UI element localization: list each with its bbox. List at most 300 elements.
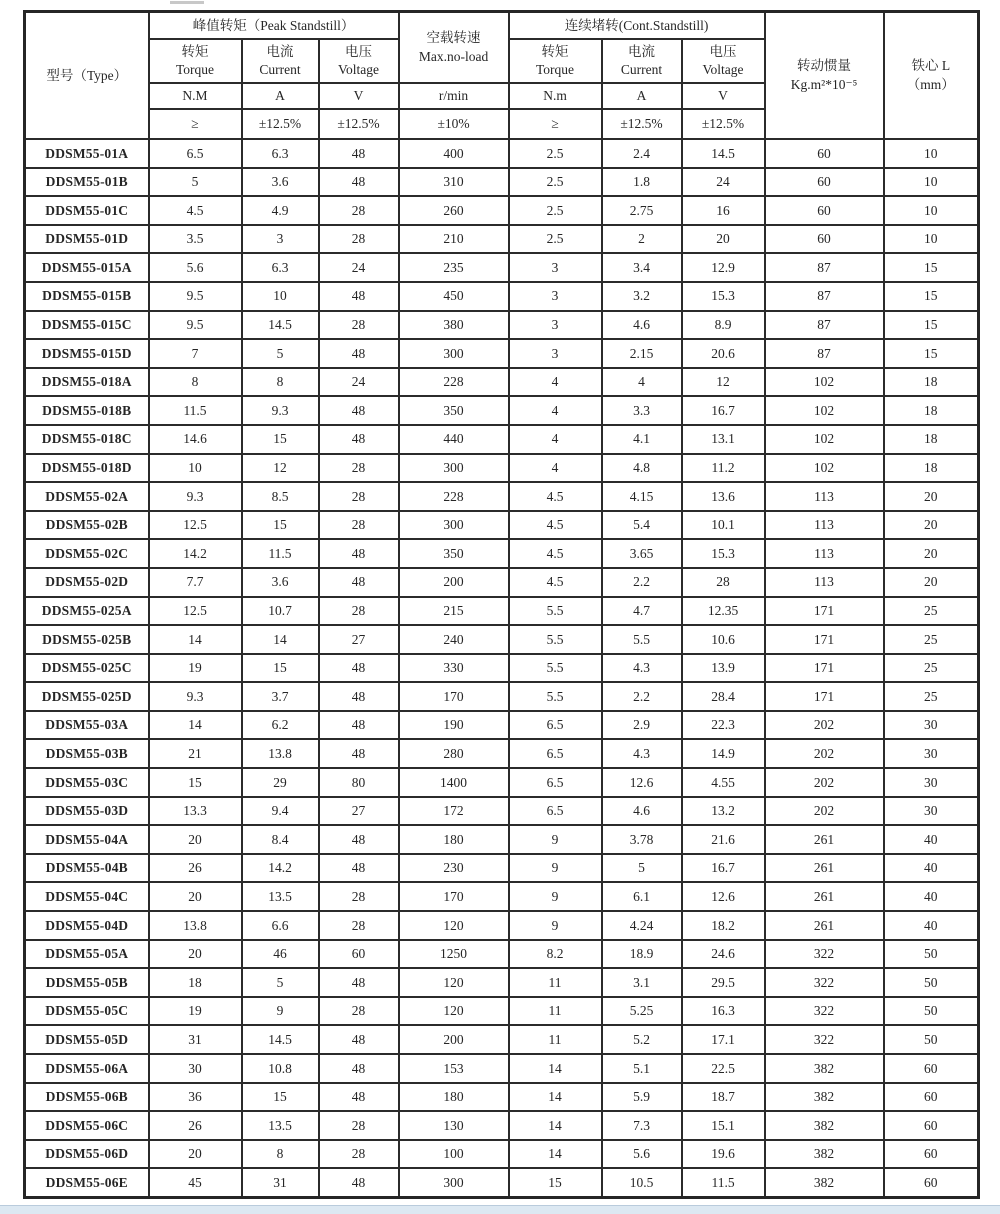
header-cont-standstill-group: 连续堵转(Cont.Standstill) (509, 12, 765, 40)
cell-model: DDSM55-015C (25, 311, 149, 340)
cell-inertia: 87 (765, 253, 884, 282)
cell-peak-voltage: 27 (319, 625, 399, 654)
cell-cont-voltage: 15.1 (682, 1111, 765, 1140)
cell-peak-torque: 9.5 (149, 282, 242, 311)
unit-cont-torque: N.m (509, 83, 602, 109)
cell-inertia: 113 (765, 539, 884, 568)
cell-core-length: 50 (884, 997, 979, 1026)
cell-cont-torque: 4 (509, 454, 602, 483)
cell-max-no-load-speed: 200 (399, 1025, 509, 1054)
cell-cont-voltage: 16 (682, 196, 765, 225)
cell-inertia: 113 (765, 568, 884, 597)
cell-peak-current: 15 (242, 1083, 319, 1112)
cell-max-no-load-speed: 380 (399, 311, 509, 340)
header-core-length-cn: 铁心 L (911, 58, 951, 74)
cell-cont-torque: 3 (509, 253, 602, 282)
cell-max-no-load-speed: 120 (399, 911, 509, 940)
cell-peak-torque: 20 (149, 1140, 242, 1169)
cell-peak-current: 6.2 (242, 711, 319, 740)
cell-peak-current: 9.3 (242, 396, 319, 425)
cell-peak-current: 13.5 (242, 882, 319, 911)
cell-core-length: 30 (884, 797, 979, 826)
cell-peak-torque: 14 (149, 711, 242, 740)
cell-cont-current: 3.78 (602, 825, 682, 854)
cell-cont-torque: 6.5 (509, 739, 602, 768)
cell-peak-voltage: 48 (319, 139, 399, 168)
cell-inertia: 261 (765, 854, 884, 883)
table-row (25, 768, 979, 797)
cell-model: DDSM55-04B (25, 854, 149, 883)
cell-peak-voltage: 48 (319, 396, 399, 425)
header-peak-voltage-cn: 电压 (345, 43, 373, 59)
cell-cont-current: 5.9 (602, 1083, 682, 1112)
cell-model: DDSM55-05C (25, 997, 149, 1026)
cell-peak-current: 8.4 (242, 825, 319, 854)
cell-peak-current: 3.6 (242, 568, 319, 597)
cell-peak-torque: 12.5 (149, 511, 242, 540)
cell-cont-torque: 14 (509, 1140, 602, 1169)
header-max-no-load-cn: 空载转速 (426, 30, 481, 46)
cell-cont-torque: 4 (509, 368, 602, 397)
cell-cont-voltage: 28 (682, 568, 765, 597)
header-peak-torque (149, 39, 242, 83)
cell-peak-voltage: 28 (319, 597, 399, 626)
cell-core-length: 30 (884, 768, 979, 797)
cell-peak-torque: 18 (149, 968, 242, 997)
cell-core-length: 40 (884, 911, 979, 940)
cell-peak-torque: 6.5 (149, 139, 242, 168)
cell-peak-current: 8 (242, 368, 319, 397)
cell-inertia: 102 (765, 368, 884, 397)
cell-peak-torque: 14.6 (149, 425, 242, 454)
cell-cont-current: 3.3 (602, 396, 682, 425)
cell-model: DDSM55-01A (25, 139, 149, 168)
cell-peak-torque: 19 (149, 997, 242, 1026)
cell-inertia: 87 (765, 339, 884, 368)
cell-core-length: 20 (884, 568, 979, 597)
cell-peak-torque: 31 (149, 1025, 242, 1054)
table-row (25, 511, 979, 540)
cell-peak-current: 15 (242, 425, 319, 454)
cell-cont-torque: 2.5 (509, 196, 602, 225)
cell-peak-voltage: 48 (319, 425, 399, 454)
cell-cont-voltage: 16.3 (682, 997, 765, 1026)
cell-core-length: 40 (884, 825, 979, 854)
table-row (25, 339, 979, 368)
cell-cont-voltage: 16.7 (682, 854, 765, 883)
cell-peak-torque: 36 (149, 1083, 242, 1112)
header-cont-voltage (682, 39, 765, 83)
cell-max-no-load-speed: 350 (399, 396, 509, 425)
cell-max-no-load-speed: 1400 (399, 768, 509, 797)
cell-max-no-load-speed: 120 (399, 968, 509, 997)
cell-peak-voltage: 48 (319, 654, 399, 683)
table-row (25, 1140, 979, 1169)
cell-cont-voltage: 19.6 (682, 1140, 765, 1169)
cell-max-no-load-speed: 350 (399, 539, 509, 568)
table-row (25, 882, 979, 911)
header-max-no-load-en: Max.no-load (418, 48, 489, 64)
cell-core-length: 25 (884, 682, 979, 711)
unit-max-no-load: r/min (399, 83, 509, 109)
header-core-length-unit: （mm） (906, 76, 955, 92)
cell-cont-current: 4 (602, 368, 682, 397)
header-peak-voltage-en: Voltage (338, 62, 380, 77)
table-row (25, 682, 979, 711)
cell-core-length: 25 (884, 625, 979, 654)
table-row (25, 625, 979, 654)
cell-core-length: 40 (884, 882, 979, 911)
cell-max-no-load-speed: 300 (399, 1168, 509, 1197)
cell-core-length: 50 (884, 1025, 979, 1054)
cell-peak-torque: 3.5 (149, 225, 242, 254)
cell-peak-current: 5 (242, 339, 319, 368)
cell-cont-current: 4.15 (602, 482, 682, 511)
cell-model: DDSM55-015B (25, 282, 149, 311)
cell-peak-voltage: 48 (319, 968, 399, 997)
cell-peak-current: 3.7 (242, 682, 319, 711)
header-cont-torque-en: Torque (536, 62, 575, 77)
cell-core-length: 60 (884, 1054, 979, 1083)
cell-cont-current: 4.1 (602, 425, 682, 454)
cell-cont-current: 3.4 (602, 253, 682, 282)
cell-peak-current: 8 (242, 1140, 319, 1169)
cell-peak-current: 10 (242, 282, 319, 311)
cell-inertia: 60 (765, 225, 884, 254)
unit-peak-current: A (242, 83, 319, 109)
cell-peak-torque: 15 (149, 768, 242, 797)
cell-peak-torque: 5.6 (149, 253, 242, 282)
cell-peak-current: 31 (242, 1168, 319, 1197)
cell-max-no-load-speed: 440 (399, 425, 509, 454)
cell-peak-current: 8.5 (242, 482, 319, 511)
cell-model: DDSM55-01B (25, 168, 149, 197)
cell-core-length: 25 (884, 654, 979, 683)
cell-cont-torque: 4.5 (509, 511, 602, 540)
cell-cont-voltage: 15.3 (682, 282, 765, 311)
header-core-length (884, 12, 979, 140)
cell-cont-torque: 11 (509, 1025, 602, 1054)
cell-cont-voltage: 13.6 (682, 482, 765, 511)
cell-cont-current: 2.75 (602, 196, 682, 225)
cell-core-length: 30 (884, 711, 979, 740)
cell-max-no-load-speed: 300 (399, 454, 509, 483)
cell-cont-current: 5.5 (602, 625, 682, 654)
cell-cont-voltage: 18.2 (682, 911, 765, 940)
cell-peak-torque: 21 (149, 739, 242, 768)
cell-peak-torque: 5 (149, 168, 242, 197)
cell-core-length: 60 (884, 1083, 979, 1112)
cell-peak-voltage: 48 (319, 539, 399, 568)
cell-max-no-load-speed: 200 (399, 568, 509, 597)
cell-peak-torque: 9.3 (149, 682, 242, 711)
cell-max-no-load-speed: 235 (399, 253, 509, 282)
cell-peak-torque: 26 (149, 854, 242, 883)
cell-core-length: 20 (884, 482, 979, 511)
cell-inertia: 322 (765, 1025, 884, 1054)
cell-cont-torque: 2.5 (509, 168, 602, 197)
cell-peak-torque: 30 (149, 1054, 242, 1083)
table-row (25, 425, 979, 454)
cell-peak-current: 6.3 (242, 253, 319, 282)
cell-cont-torque: 6.5 (509, 768, 602, 797)
cell-cont-torque: 9 (509, 911, 602, 940)
cell-peak-torque: 7 (149, 339, 242, 368)
cell-cont-current: 4.3 (602, 739, 682, 768)
cell-cont-torque: 4.5 (509, 539, 602, 568)
header-peak-current (242, 39, 319, 83)
cell-cont-voltage: 13.2 (682, 797, 765, 826)
spec-table-body (25, 139, 979, 1197)
cell-peak-current: 15 (242, 654, 319, 683)
cell-model: DDSM55-06E (25, 1168, 149, 1197)
table-row (25, 597, 979, 626)
cell-cont-voltage: 24 (682, 168, 765, 197)
cell-cont-voltage: 20 (682, 225, 765, 254)
cell-core-length: 10 (884, 168, 979, 197)
cell-cont-current: 4.3 (602, 654, 682, 683)
cell-cont-current: 2.9 (602, 711, 682, 740)
cell-model: DDSM55-03A (25, 711, 149, 740)
cell-peak-torque: 11.5 (149, 396, 242, 425)
cell-cont-current: 1.8 (602, 168, 682, 197)
table-row (25, 454, 979, 483)
cell-model: DDSM55-05A (25, 940, 149, 969)
cell-peak-voltage: 28 (319, 882, 399, 911)
cell-core-length: 50 (884, 940, 979, 969)
cell-peak-current: 10.7 (242, 597, 319, 626)
table-row (25, 1083, 979, 1112)
cell-peak-voltage: 48 (319, 568, 399, 597)
table-row (25, 253, 979, 282)
tolerance-max-no-load: ±10% (399, 109, 509, 139)
cell-model: DDSM55-018C (25, 425, 149, 454)
cell-cont-voltage: 12.35 (682, 597, 765, 626)
cell-model: DDSM55-02C (25, 539, 149, 568)
cell-peak-torque: 26 (149, 1111, 242, 1140)
cell-cont-current: 6.1 (602, 882, 682, 911)
cell-max-no-load-speed: 1250 (399, 940, 509, 969)
cell-cont-torque: 11 (509, 997, 602, 1026)
cell-cont-current: 4.8 (602, 454, 682, 483)
cell-model: DDSM55-04D (25, 911, 149, 940)
cell-cont-current: 3.1 (602, 968, 682, 997)
cell-model: DDSM55-02B (25, 511, 149, 540)
cell-inertia: 113 (765, 482, 884, 511)
table-row (25, 396, 979, 425)
cell-cont-current: 5.2 (602, 1025, 682, 1054)
table-row (25, 940, 979, 969)
table-row (25, 654, 979, 683)
cell-max-no-load-speed: 230 (399, 854, 509, 883)
cell-peak-voltage: 80 (319, 768, 399, 797)
cell-peak-current: 46 (242, 940, 319, 969)
cell-core-length: 15 (884, 253, 979, 282)
cell-max-no-load-speed: 170 (399, 882, 509, 911)
cell-cont-voltage: 10.6 (682, 625, 765, 654)
cell-core-length: 60 (884, 1168, 979, 1197)
cell-cont-voltage: 18.7 (682, 1083, 765, 1112)
cell-inertia: 382 (765, 1168, 884, 1197)
cell-cont-voltage: 17.1 (682, 1025, 765, 1054)
cell-model: DDSM55-01D (25, 225, 149, 254)
cell-peak-voltage: 28 (319, 311, 399, 340)
cell-inertia: 171 (765, 597, 884, 626)
cell-cont-voltage: 22.5 (682, 1054, 765, 1083)
cell-model: DDSM55-015D (25, 339, 149, 368)
cell-peak-voltage: 48 (319, 1054, 399, 1083)
cell-inertia: 102 (765, 454, 884, 483)
cell-cont-torque: 3 (509, 339, 602, 368)
cell-cont-torque: 2.5 (509, 139, 602, 168)
table-row (25, 797, 979, 826)
cell-max-no-load-speed: 300 (399, 339, 509, 368)
cell-peak-voltage: 48 (319, 168, 399, 197)
cell-peak-voltage: 48 (319, 1025, 399, 1054)
cell-cont-current: 2 (602, 225, 682, 254)
cell-peak-current: 29 (242, 768, 319, 797)
cell-inertia: 171 (765, 682, 884, 711)
cell-peak-torque: 45 (149, 1168, 242, 1197)
header-peak-current-en: Current (259, 62, 301, 77)
cell-cont-current: 4.7 (602, 597, 682, 626)
cell-peak-voltage: 24 (319, 253, 399, 282)
cell-core-length: 25 (884, 597, 979, 626)
cell-model: DDSM55-03B (25, 739, 149, 768)
cell-cont-torque: 5.5 (509, 654, 602, 683)
cell-cont-voltage: 29.5 (682, 968, 765, 997)
cell-peak-current: 5 (242, 968, 319, 997)
cell-model: DDSM55-025A (25, 597, 149, 626)
cell-peak-voltage: 28 (319, 997, 399, 1026)
cell-model: DDSM55-025C (25, 654, 149, 683)
cell-max-no-load-speed: 300 (399, 511, 509, 540)
cell-peak-torque: 10 (149, 454, 242, 483)
cell-cont-voltage: 14.9 (682, 739, 765, 768)
cell-inertia: 202 (765, 797, 884, 826)
cell-cont-voltage: 12.6 (682, 882, 765, 911)
cell-model: DDSM55-02D (25, 568, 149, 597)
cell-core-length: 15 (884, 339, 979, 368)
cell-cont-current: 7.3 (602, 1111, 682, 1140)
cell-cont-torque: 4.5 (509, 482, 602, 511)
cell-cont-current: 4.24 (602, 911, 682, 940)
cell-cont-torque: 9 (509, 854, 602, 883)
cell-max-no-load-speed: 400 (399, 139, 509, 168)
cell-cont-current: 12.6 (602, 768, 682, 797)
cell-peak-voltage: 28 (319, 911, 399, 940)
cell-cont-torque: 14 (509, 1083, 602, 1112)
cell-cont-voltage: 14.5 (682, 139, 765, 168)
header-inertia (765, 12, 884, 140)
header-cont-voltage-en: Voltage (702, 62, 744, 77)
cell-peak-voltage: 48 (319, 825, 399, 854)
cell-inertia: 171 (765, 625, 884, 654)
cell-peak-voltage: 28 (319, 1111, 399, 1140)
cell-peak-voltage: 24 (319, 368, 399, 397)
table-row (25, 711, 979, 740)
cell-cont-torque: 15 (509, 1168, 602, 1197)
header-inertia-unit: Kg.m²*10⁻⁵ (790, 76, 858, 92)
cell-max-no-load-speed: 153 (399, 1054, 509, 1083)
cell-peak-voltage: 48 (319, 739, 399, 768)
cell-peak-voltage: 48 (319, 711, 399, 740)
cell-peak-voltage: 28 (319, 511, 399, 540)
cell-cont-current: 3.2 (602, 282, 682, 311)
cell-cont-voltage: 28.4 (682, 682, 765, 711)
cell-cont-current: 2.2 (602, 682, 682, 711)
header-peak-torque-cn: 转矩 (181, 43, 209, 59)
table-row (25, 911, 979, 940)
cell-inertia: 87 (765, 282, 884, 311)
table-row (25, 1111, 979, 1140)
cell-cont-current: 4.6 (602, 311, 682, 340)
cell-inertia: 261 (765, 911, 884, 940)
tolerance-peak-current: ±12.5% (242, 109, 319, 139)
cell-max-no-load-speed: 180 (399, 825, 509, 854)
cell-peak-torque: 20 (149, 882, 242, 911)
table-row (25, 739, 979, 768)
header-max-no-load (399, 12, 509, 84)
cell-model: DDSM55-02A (25, 482, 149, 511)
cell-cont-voltage: 13.1 (682, 425, 765, 454)
cell-peak-torque: 9.3 (149, 482, 242, 511)
cell-cont-torque: 2.5 (509, 225, 602, 254)
cell-model: DDSM55-025B (25, 625, 149, 654)
page-bottom-strip (0, 1205, 1000, 1214)
cell-cont-voltage: 15.3 (682, 539, 765, 568)
cell-peak-torque: 14.2 (149, 539, 242, 568)
cell-max-no-load-speed: 310 (399, 168, 509, 197)
cell-cont-current: 5.4 (602, 511, 682, 540)
cell-core-length: 18 (884, 368, 979, 397)
cell-peak-torque: 20 (149, 825, 242, 854)
cell-core-length: 60 (884, 1140, 979, 1169)
cell-cont-voltage: 20.6 (682, 339, 765, 368)
header-inertia-cn: 转动惯量 (797, 58, 852, 74)
cell-model: DDSM55-018D (25, 454, 149, 483)
cell-cont-current: 2.4 (602, 139, 682, 168)
cell-max-no-load-speed: 260 (399, 196, 509, 225)
cell-peak-current: 14 (242, 625, 319, 654)
page-top-artifact (170, 1, 204, 4)
cell-max-no-load-speed: 228 (399, 482, 509, 511)
table-row (25, 311, 979, 340)
cell-inertia: 202 (765, 768, 884, 797)
cell-cont-torque: 8.2 (509, 940, 602, 969)
cell-inertia: 322 (765, 940, 884, 969)
cell-peak-torque: 13.8 (149, 911, 242, 940)
cell-cont-torque: 4 (509, 396, 602, 425)
table-row (25, 482, 979, 511)
header-peak-torque-en: Torque (175, 62, 215, 77)
cell-cont-torque: 9 (509, 825, 602, 854)
cell-peak-current: 14.5 (242, 311, 319, 340)
cell-model: DDSM55-025D (25, 682, 149, 711)
cell-core-length: 10 (884, 196, 979, 225)
header-peak-current-cn: 电流 (266, 43, 294, 59)
cell-model: DDSM55-03D (25, 797, 149, 826)
cell-cont-voltage: 22.3 (682, 711, 765, 740)
header-cont-voltage-cn: 电压 (709, 43, 737, 59)
cell-cont-torque: 14 (509, 1054, 602, 1083)
table-row (25, 1025, 979, 1054)
cell-peak-current: 14.2 (242, 854, 319, 883)
cell-model: DDSM55-04A (25, 825, 149, 854)
header-type: 型号（Type） (25, 12, 149, 140)
cell-core-length: 40 (884, 854, 979, 883)
cell-peak-voltage: 28 (319, 196, 399, 225)
